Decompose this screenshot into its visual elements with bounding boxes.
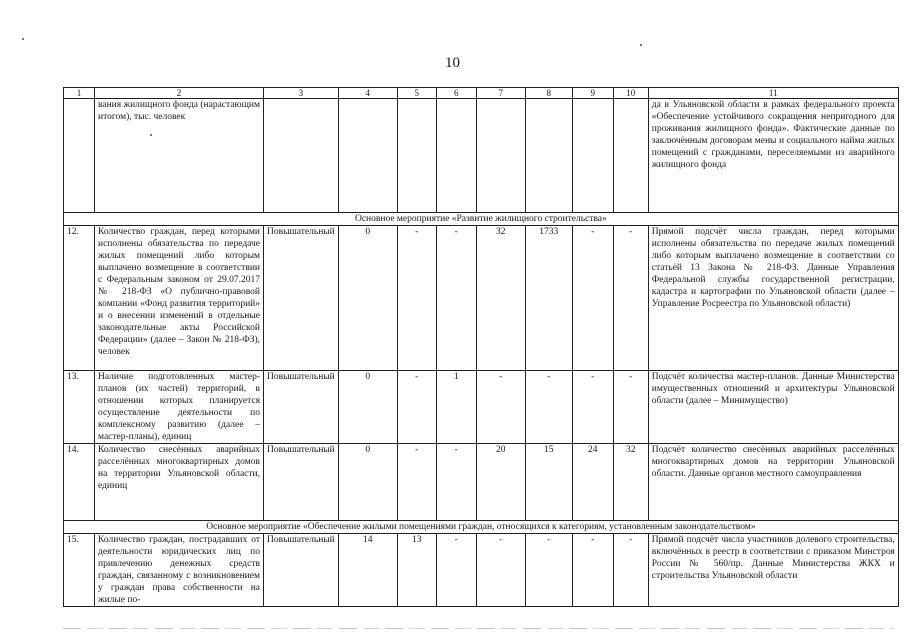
column-numbers-row (64, 88, 899, 99)
value-cell (476, 99, 525, 213)
row-number-cell: 15. (64, 534, 95, 607)
column-number: 3 (264, 88, 339, 99)
value-cell (525, 99, 572, 213)
value-cell: 0 (338, 444, 397, 521)
value-cell: - (572, 534, 613, 607)
value-cell: - (397, 444, 436, 521)
column-number: 4 (338, 88, 397, 99)
page-number: 10 (445, 55, 460, 71)
row-number-cell: 12. (64, 226, 95, 371)
type-cell: Повышательный (264, 444, 339, 521)
row-number-cell: 14. (64, 444, 95, 521)
value-cell: - (436, 534, 476, 607)
source-cell: Прямой подсчёт числа граждан, перед которыми исполнены обязательства по передаче жилых помещений либо которым выплачено возмещение в соответствии со статьёй 13 Закона № 218-ФЗ. Данные Управления Федеральной службы государственной регистрации, кадастра и картографии по Ульяновской области (далее – Управление Росреестра по Ульяновской области) (648, 226, 898, 371)
column-number: 9 (572, 88, 613, 99)
column-number: 8 (525, 88, 572, 99)
source-cell: Подсчёт количество снесённых аварийных расселённых многоквартирных домов на территории Ульяновской области. Данные органов местного самоуправления (648, 444, 898, 521)
value-cell: - (613, 371, 648, 444)
source-cell: Прямой подсчёт числа участников долевого строительства, включённых в реестр в соответствии с приказом Минстроя России № 560/пр. Данные Министерства ЖКХ и строительства Ульяновской области (648, 534, 898, 607)
value-cell: - (613, 534, 648, 607)
value-cell: - (613, 226, 648, 371)
value-cell: 20 (476, 444, 525, 521)
indicator-cell: Наличие подготовленных мастер-планов (их частей) территорий, в отношении которых планируется осуществление деятельности по комплексному развитию (далее – мастер-планы), единиц (95, 371, 264, 444)
indicator-cell: Количество граждан, перед которыми исполнены обязательства по передаче жилых помещений либо которым выплачено возмещение в соответствии с Федеральным законом от 29.07.2017 № 218-ФЗ «О публично-правовой компании «Фонд развития территорий» и о внесении изменений в отдельные законодательные акты Российской Федерации» (далее – Закон № 218-ФЗ), человек (95, 226, 264, 371)
value-cell: - (397, 371, 436, 444)
value-cell: - (572, 371, 613, 444)
value-cell: 0 (338, 226, 397, 371)
value-cell: - (572, 226, 613, 371)
type-cell (264, 99, 339, 213)
column-number: 10 (613, 88, 648, 99)
scan-speck (22, 38, 24, 40)
table-row-continuation (64, 99, 899, 213)
column-number: 1 (64, 88, 95, 99)
value-cell: 32 (613, 444, 648, 521)
value-cell: - (436, 444, 476, 521)
value-cell: 13 (397, 534, 436, 607)
table-row (64, 534, 899, 607)
row-number-cell (64, 99, 95, 213)
value-cell: - (525, 371, 572, 444)
column-number: 11 (648, 88, 898, 99)
table-row (64, 226, 899, 371)
table-row (64, 371, 899, 444)
value-cell: 1 (436, 371, 476, 444)
type-cell: Повышательный (264, 226, 339, 371)
value-cell: - (436, 226, 476, 371)
type-cell: Повышательный (264, 371, 339, 444)
section-header-row (64, 213, 899, 226)
value-cell: - (476, 534, 525, 607)
value-cell: 14 (338, 534, 397, 607)
value-cell (436, 99, 476, 213)
indicator-cell: Количество снесённых аварийных расселённых многоквартирных домов на территории Ульяновской области, единиц (95, 444, 264, 521)
value-cell (397, 99, 436, 213)
source-cell: Подсчёт количества мастер-планов. Данные Министерства имущественных отношений и архитектуры Ульяновской области (далее – Минимущество) (648, 371, 898, 444)
value-cell: 0 (338, 371, 397, 444)
section-title: Основное мероприятие «Развитие жилищного строительства» (64, 213, 899, 226)
column-number: 6 (436, 88, 476, 99)
value-cell: 1733 (525, 226, 572, 371)
value-cell (613, 99, 648, 213)
type-cell: Повышательный (264, 534, 339, 607)
column-number: 2 (95, 88, 264, 99)
source-cell: да в Ульяновской области в рамках федерального проекта «Обеспечение устойчивого сокращения непригодного для проживания жилищного фонда». Фактические данные по заключённым договорам мены и социального найма жилых помещений с гражданами, переселяемыми из аварийного жилищного фонда (648, 99, 898, 213)
value-cell: - (397, 226, 436, 371)
value-cell (572, 99, 613, 213)
column-number: 5 (397, 88, 436, 99)
indicators-table (63, 87, 899, 607)
row-number-cell: 13. (64, 371, 95, 444)
value-cell: 15 (525, 444, 572, 521)
value-cell: - (525, 534, 572, 607)
value-cell: - (476, 371, 525, 444)
column-number: 7 (476, 88, 525, 99)
section-title: Основное мероприятие «Обеспечение жилыми помещениями граждан, относящихся к категориям, установленным законодательством» (64, 521, 899, 534)
table-row (64, 444, 899, 521)
scan-speck (150, 134, 152, 136)
scan-artifact-line (63, 628, 893, 629)
value-cell: 24 (572, 444, 613, 521)
value-cell (338, 99, 397, 213)
scan-speck (640, 44, 642, 46)
indicator-cell: Количество граждан, пострадавших от деятельности юридических лиц по привлечению денежных средств граждан, связанному с возникновением у граждан права собственности на жилые по- (95, 534, 264, 607)
section-header-row (64, 521, 899, 534)
indicator-cell: вания жилищного фонда (нарастающим итогом), тыс. человек (95, 99, 264, 213)
value-cell: 32 (476, 226, 525, 371)
